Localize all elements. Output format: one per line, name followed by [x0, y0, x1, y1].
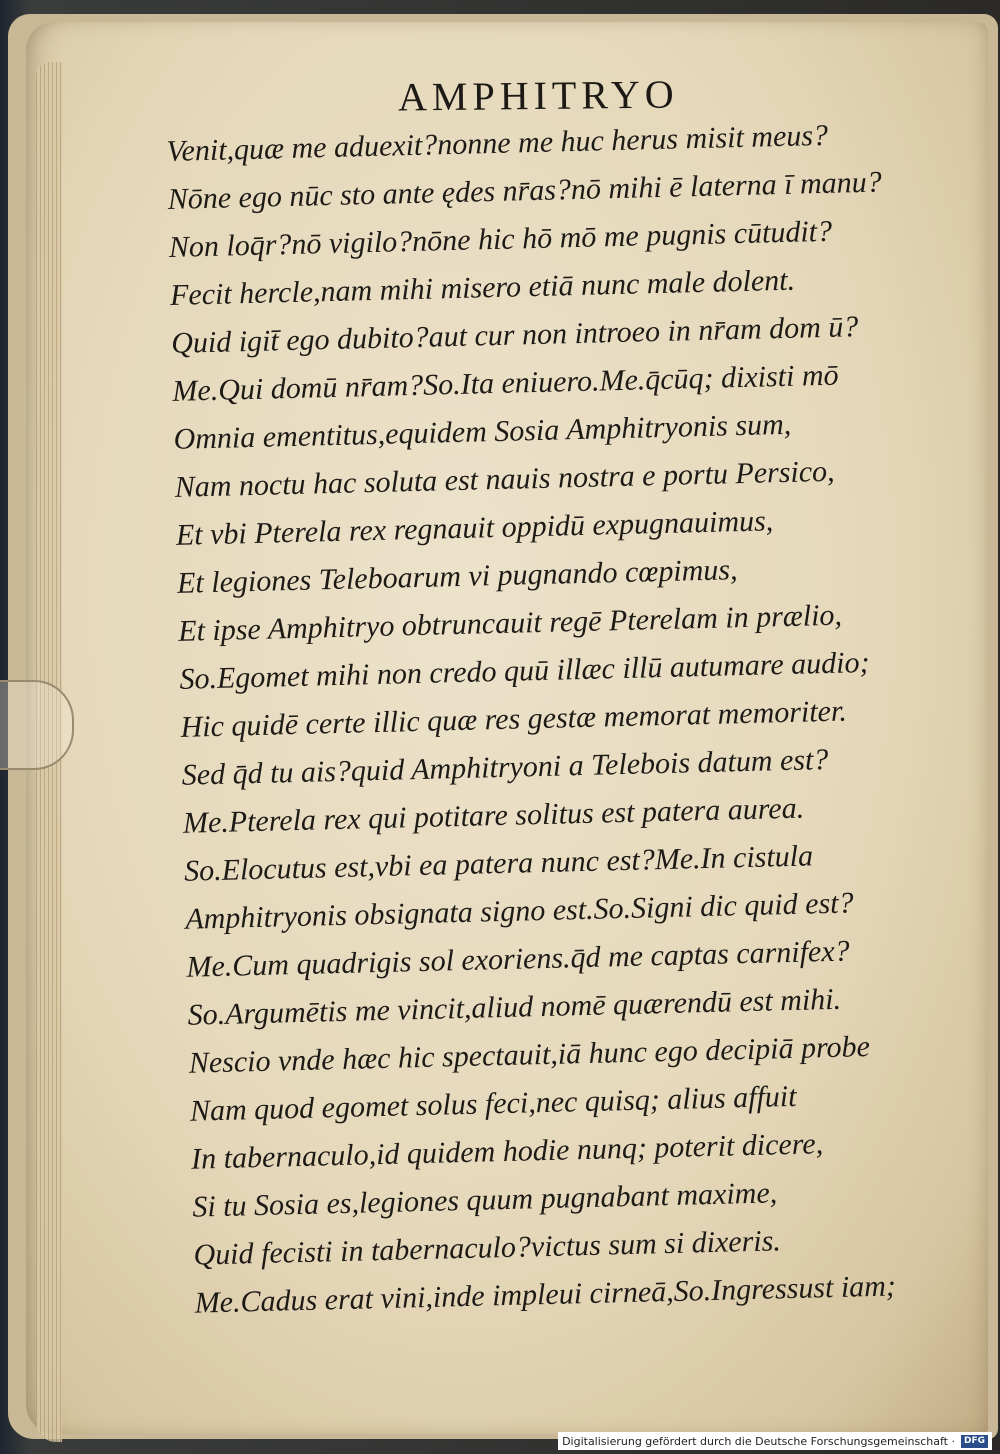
verse-line: Non loq̄r?nō vigilo?nōne hic hō mō me pugnis cūtudit? [168, 214, 833, 264]
verse-line: Amphitryonis obsignata signo est.So.Signi dic quid est? [184, 886, 854, 936]
verse-line: Sed q̄d tu ais?quid Amphitryoni a Telebois datum est? [181, 743, 829, 792]
verse-line: Si tu Sosia es,legiones quum pugnabant maxime, [191, 1176, 778, 1224]
verse-line: Nam quod egomet solus feci,nec quisq; alius affuit [189, 1079, 797, 1128]
verse-line: Hic quidē certe illic quæ res gestæ memorat memoriter. [180, 694, 848, 744]
digitization-credit [558, 1432, 992, 1450]
verse-line: Me.Pterela rex qui potitare solitus est patera aurea. [182, 791, 805, 840]
verse-line: Venit,quæ me aduexit?nonne me huc herus misit meus? [166, 118, 829, 168]
verse-line: Me.Cadus erat vini,inde impleui cirneā,So.Ingressust iam; [194, 1269, 897, 1320]
verse-line: Et legiones Teleboarum vi pugnando cœpimus, [176, 553, 738, 600]
verse-line: So.Egomet mihi non credo quū illæc illū autumare audio; [179, 645, 870, 696]
verse-line: Quid igit̄ ego dubito?aut cur non introeo in nr̄am dom ū? [170, 310, 859, 360]
verse-line: Nōne ego nūc sto ante ędes nr̄as?nō mihi ē laterna ī manu? [167, 165, 883, 216]
verse-line: Nescio vnde hæc hic spectauit,iā hunc ego decipiā probe [188, 1030, 871, 1080]
verse-line: Et ipse Amphitryo obtruncauit regē Pterelam in prælio, [177, 598, 843, 648]
verse-line: In tabernaculo,id quidem hodie nunq; poterit dicere, [190, 1127, 824, 1176]
credit-text: Digitalisierung gefördert durch die Deutsche Forschungsgemeinschaft · [562, 1434, 955, 1448]
verse-line: Et vbi Pterela rex regnauit oppidū expugnauimus, [175, 504, 774, 552]
verse-line: So.Elocutus est,vbi ea patera nunc est?Me.In cistula [183, 839, 814, 888]
verse-line: Nam noctu hac soluta est nauis nostra e portu Persico, [174, 454, 835, 504]
verse-line: So.Argumētis me vincit,aliud nomē quærendū est mihi. [187, 982, 842, 1032]
verse-line: Quid fecisti in tabernaculo?victus sum si dixeris. [193, 1224, 782, 1272]
verse-line: Me.Qui domū nr̄am?So.Ita eniuero.Me.q̄cūq; dixisti mō [172, 358, 839, 408]
dfg-logo: DFG [961, 1435, 988, 1448]
verse-text [166, 109, 955, 1327]
running-head: AMPHITRYO [397, 71, 679, 120]
verse-line: Omnia ementitus,equidem Sosia Amphitryonis sum, [173, 407, 792, 456]
verse-line: Me.Cum quadrigis sol exoriens.q̄d me captas carnifex? [186, 934, 850, 984]
page-clip [0, 680, 74, 770]
verse-line: Fecit hercle,nam mihi misero etiā nunc male dolent. [169, 263, 796, 312]
